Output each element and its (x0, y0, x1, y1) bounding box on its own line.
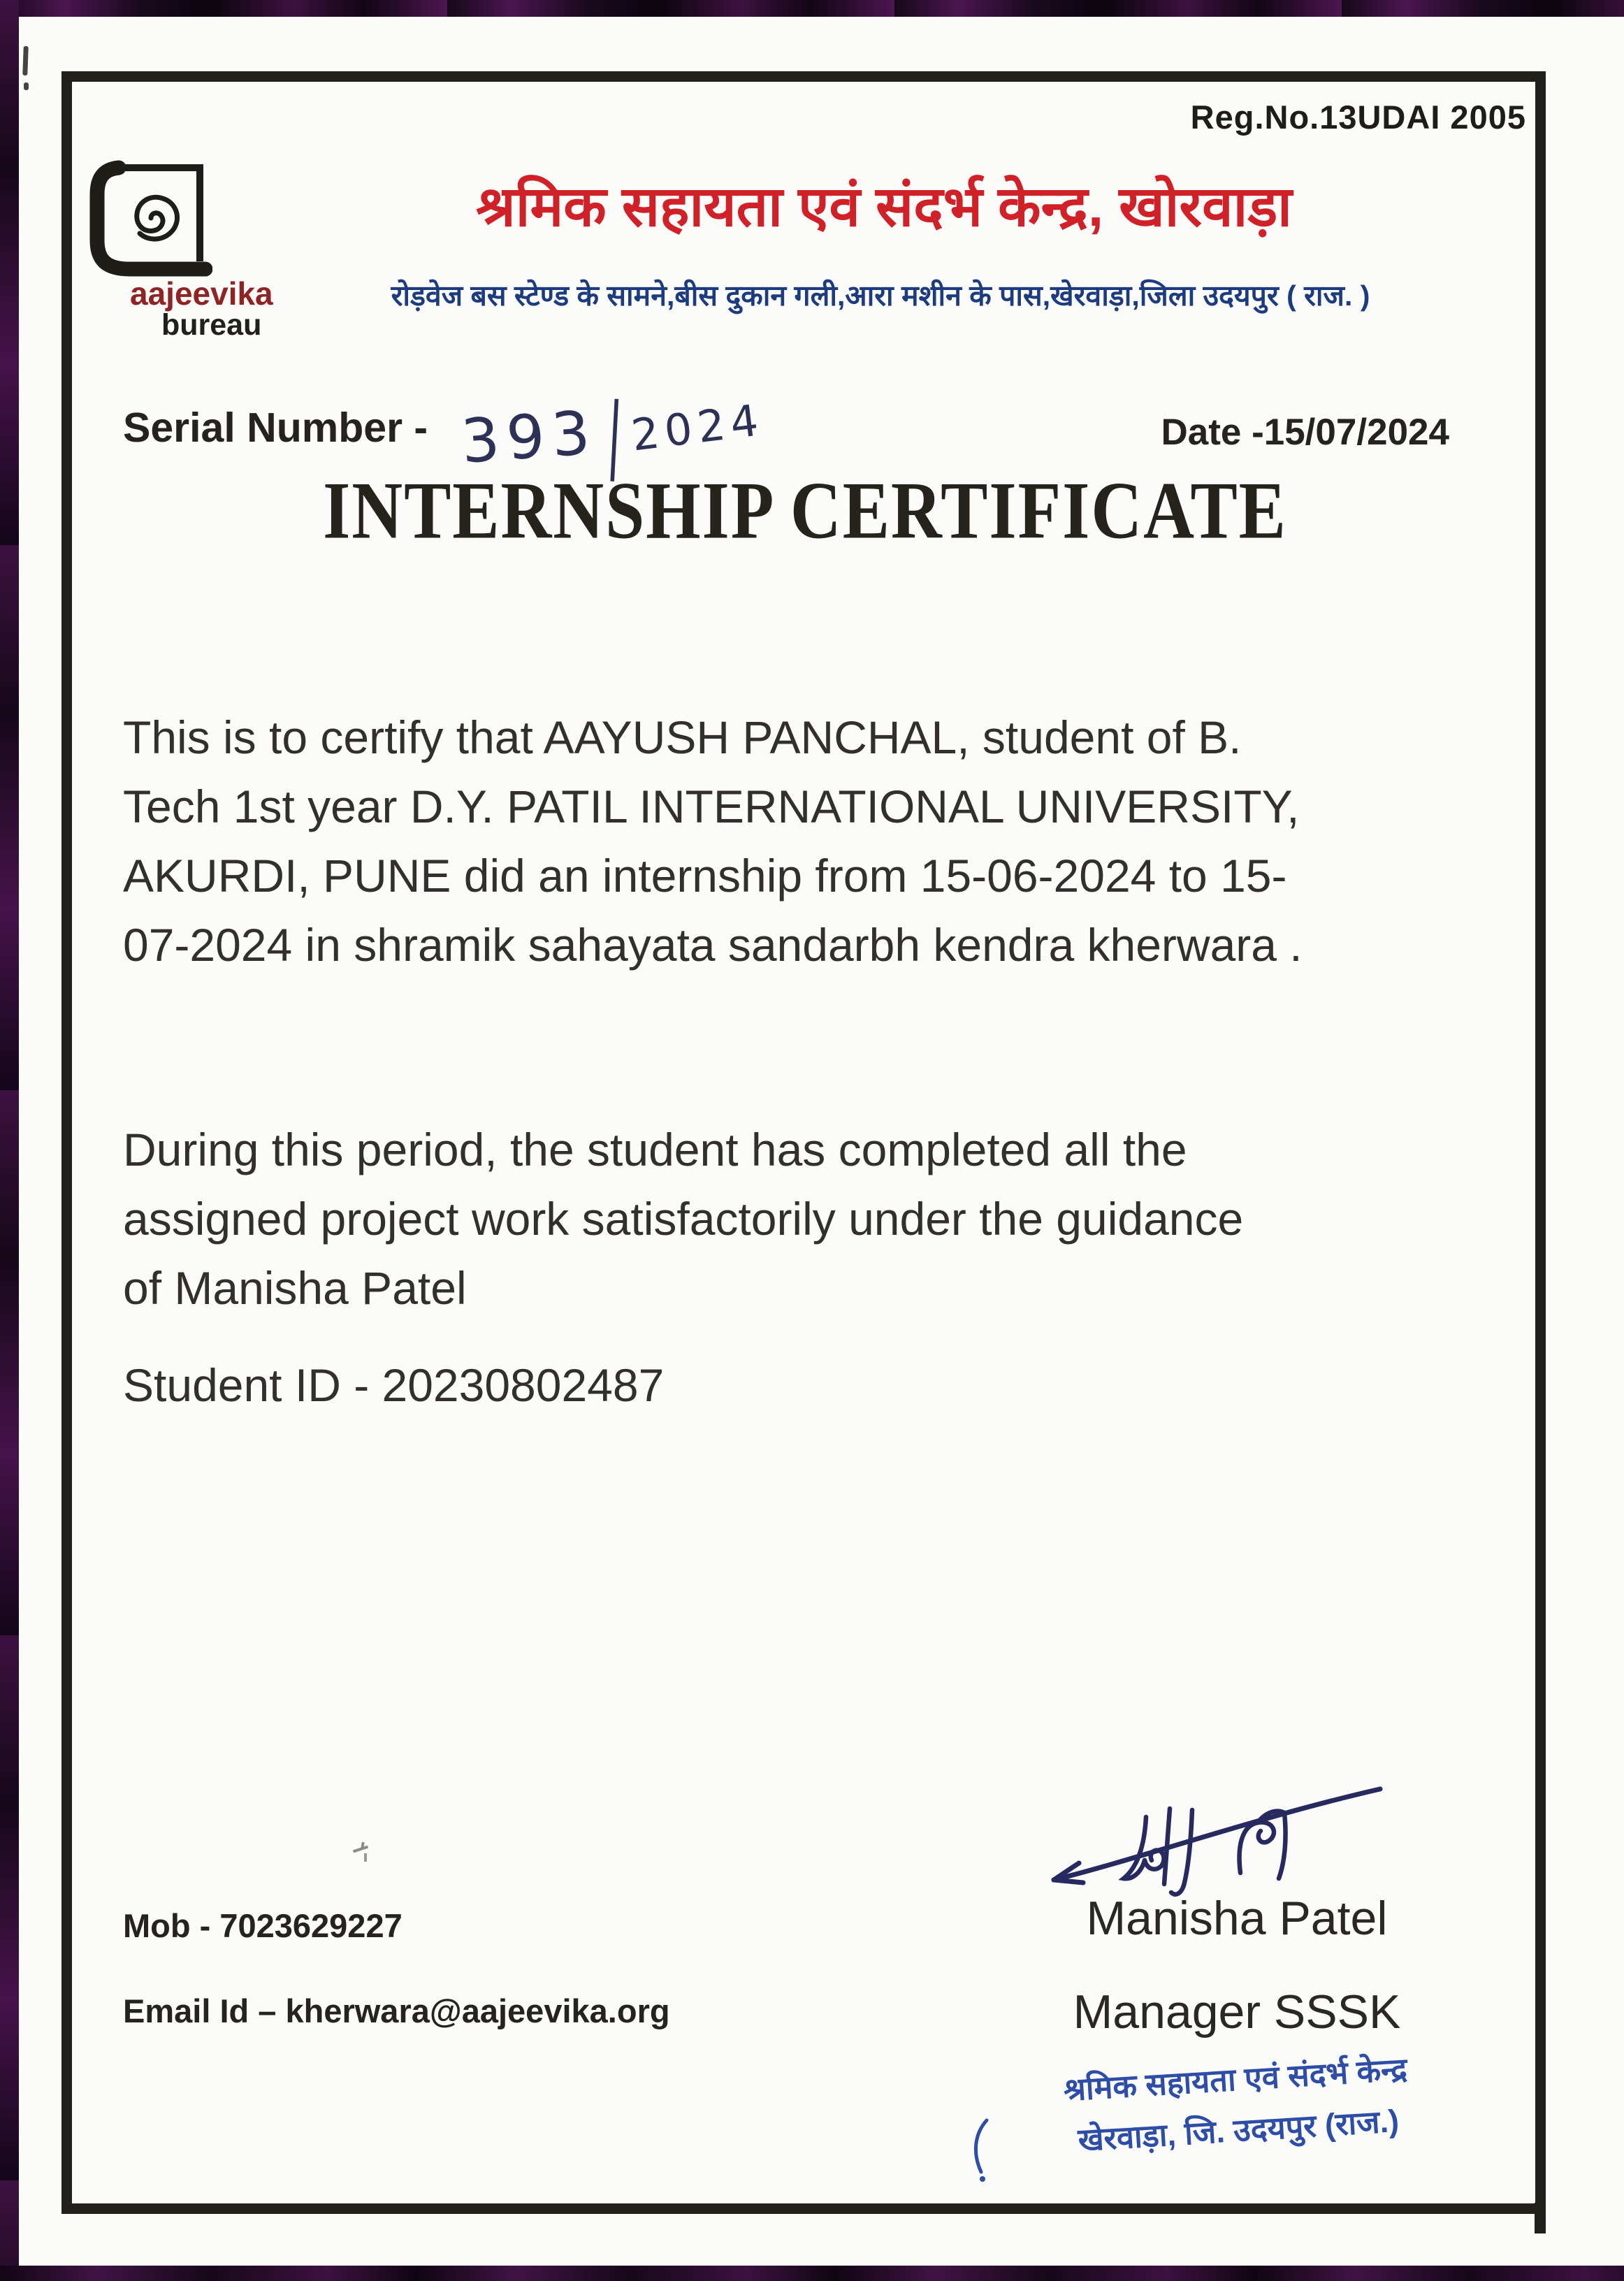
serial-handwritten-separator: | (598, 384, 632, 482)
border-corner-stub (1535, 2203, 1546, 2233)
body-line: 07-2024 in shramik sahayata sandarbh kendra kherwara . (123, 919, 1303, 971)
date-value: 15/07/2024 (1263, 412, 1449, 453)
body-line: Tech 1st year D.Y. PATIL INTERNATIONAL UNIVERSITY, (123, 781, 1300, 832)
student-id-line: Student ID - 20230802487 (123, 1359, 665, 1411)
handwritten-signature (1027, 1768, 1405, 1911)
org-name-hindi: श्रमिक सहायता एवं संदर्भ केन्द्र, खोरवाड़ा (476, 175, 1292, 238)
body-line: AKURDI, PUNE did an internship from 15-06-2024 to 15- (123, 850, 1287, 901)
logo-wordmark-aajeevika: aajeevika (130, 275, 273, 312)
body-paragraph-2 (123, 1115, 1243, 1323)
email-line: Email Id – kherwara@aajeevika.org (123, 1992, 670, 2029)
org-address-hindi: रोड़वेज बस स्टेण्ड के सामने,बीस दुकान गली,आरा मशीन के पास,खेरवाड़ा,जिला उदयपुर ( राज. ) (391, 280, 1370, 312)
date-label: Date - (1161, 412, 1264, 453)
signatory-name: Manisha Patel (1086, 1892, 1388, 1945)
scan-edge-top (0, 0, 1624, 17)
serial-handwritten-right: 2024 (628, 393, 767, 461)
scan-edge-left (0, 0, 19, 2281)
registration-number: Reg.No.13UDAI 2005 (1190, 99, 1526, 136)
scan-smudge-mark (353, 1841, 371, 1859)
body-line: This is to certify that AAYUSH PANCHAL, student of B. (123, 711, 1242, 763)
body-line: of Manisha Patel (123, 1262, 467, 1314)
scan-artifact-dot (24, 82, 29, 90)
scan-edge-bottom (0, 2266, 1624, 2281)
stamp-line-2: खेरवाड़ा, जि. उदयपुर (राज.) (1077, 2102, 1400, 2158)
logo-wordmark-bureau: bureau (161, 308, 262, 342)
signatory-designation: Manager SSSK (1073, 1985, 1401, 2039)
body-line: assigned project work satisfactorily under the guidance (123, 1193, 1244, 1245)
body-line: During this period, the student has completed all the (123, 1124, 1187, 1175)
date-line (1161, 411, 1449, 454)
serial-handwritten-left: 393 (458, 398, 600, 477)
certificate-title: INTERNSHIP CERTIFICATE (323, 465, 1287, 556)
serial-number-handwritten (458, 381, 767, 482)
aajeevika-spiral-logo-icon (87, 159, 212, 277)
serial-number-label: Serial Number - (123, 405, 428, 451)
stamp-stroke-mark (969, 2117, 994, 2185)
scan-artifact-mark (22, 46, 28, 75)
mobile-line: Mob - 7023629227 (123, 1907, 403, 1944)
stamp-line-1: श्रमिक सहायता एवं संदर्भ केन्द्र (1062, 2051, 1409, 2108)
body-paragraph-1 (123, 703, 1303, 980)
